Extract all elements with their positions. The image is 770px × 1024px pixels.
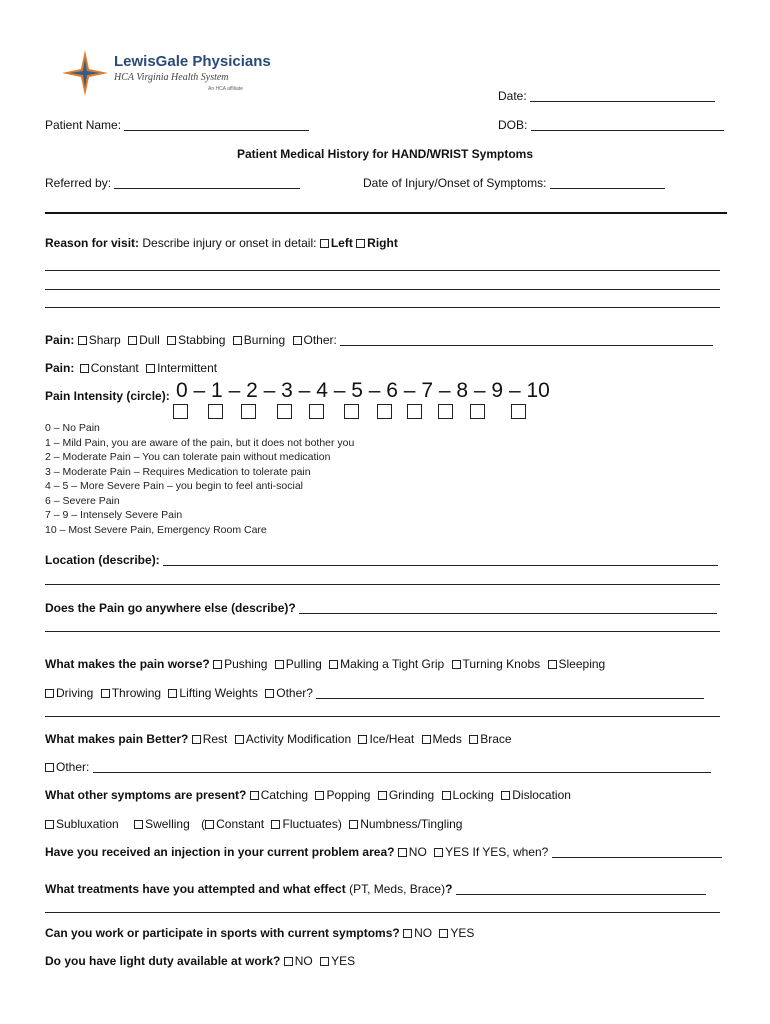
catching-checkbox[interactable] <box>250 791 259 800</box>
date-field[interactable] <box>498 89 715 103</box>
work-no-label: NO <box>414 926 433 940</box>
pain-number-7: 7 <box>421 379 434 402</box>
rest-label: Rest <box>202 732 228 746</box>
better-label: What makes pain Better? <box>45 732 189 746</box>
radiate-line-2[interactable] <box>45 631 720 632</box>
constant-label: Constant <box>90 361 139 375</box>
pain-box-9[interactable] <box>470 404 485 419</box>
pain-number-2: 2 <box>246 379 258 402</box>
injury-date-label: Date of Injury/Onset of Symptoms: <box>363 176 547 190</box>
pain-number-4: 4 <box>316 379 328 402</box>
work-no-checkbox[interactable] <box>403 929 412 938</box>
logo-tagline: HCA Virginia Health System <box>114 72 229 83</box>
treatments-paren: (PT, Meds, Brace) <box>349 882 446 896</box>
date-label: Date: <box>498 89 527 103</box>
pain-box-2[interactable] <box>241 404 256 419</box>
pulling-checkbox[interactable] <box>275 660 284 669</box>
work-yes-label: YES <box>450 926 475 940</box>
turning-knobs-checkbox[interactable] <box>452 660 461 669</box>
subluxation-label: Subluxation <box>56 817 119 831</box>
sharp-label: Sharp <box>88 333 121 347</box>
location-line-2[interactable] <box>45 584 720 585</box>
left-checkbox[interactable] <box>320 239 329 248</box>
reason-row <box>45 236 398 250</box>
worse-other-checkbox[interactable] <box>265 689 274 698</box>
symptoms-row-2 <box>45 817 462 831</box>
logo <box>60 48 300 100</box>
pain-number-9: 9 <box>491 379 504 402</box>
reason-line-1[interactable] <box>45 270 720 271</box>
symptoms-row-1 <box>45 788 571 802</box>
injury-date-blank[interactable] <box>550 177 665 189</box>
lifting-weights-label: Lifting Weights <box>179 686 258 700</box>
intermittent-checkbox[interactable] <box>146 364 155 373</box>
better-other-checkbox[interactable] <box>45 763 54 772</box>
pain-pattern-row <box>45 361 217 375</box>
injury-date-field[interactable] <box>363 176 665 190</box>
pushing-label: Pushing <box>224 657 268 671</box>
worse-row-2 <box>45 686 704 700</box>
pain-box-5[interactable] <box>344 404 359 419</box>
pain-pattern-label: Pain: <box>45 361 75 375</box>
throwing-label: Throwing <box>111 686 162 700</box>
treatments-line-2[interactable] <box>45 912 720 913</box>
reason-label: Reason for visit: <box>45 236 140 250</box>
better-other-blank[interactable] <box>93 761 711 773</box>
radiate-blank[interactable] <box>299 602 717 614</box>
dob-field[interactable] <box>498 118 724 132</box>
treatments-label: What treatments have you attempted and what effect <box>45 882 346 896</box>
light-duty-yes-checkbox[interactable] <box>320 957 329 966</box>
injection-when-blank[interactable] <box>552 846 722 858</box>
sleeping-label: Sleeping <box>558 657 606 671</box>
location-blank[interactable] <box>163 554 718 566</box>
work-label: Can you work or participate in sports with current symptoms? <box>45 926 400 940</box>
logo-name: LewisGale Physicians <box>114 53 271 70</box>
rest-checkbox[interactable] <box>192 735 201 744</box>
lifting-weights-checkbox[interactable] <box>168 689 177 698</box>
sleeping-checkbox[interactable] <box>548 660 557 669</box>
constant-checkbox[interactable] <box>80 364 89 373</box>
reason-text: Describe injury or onset in detail: <box>142 236 317 250</box>
pain-scale-5: 6 – Severe Pain <box>45 494 120 507</box>
pain-number-8: 8 <box>456 379 469 402</box>
better-other-label: Other: <box>56 760 90 774</box>
logo-subtag: An HCA affiliate <box>208 86 243 92</box>
radiate-field[interactable] <box>45 601 717 615</box>
dob-blank[interactable] <box>531 119 724 131</box>
pain-type-label: Pain: <box>45 333 75 347</box>
pain-number-5: 5 <box>351 379 363 402</box>
fluctuates-label: Fluctuates) <box>282 817 342 831</box>
pain-scale-7: 10 – Most Severe Pain, Emergency Room Care <box>45 523 267 536</box>
pain-box-3[interactable] <box>277 404 292 419</box>
brace-checkbox[interactable] <box>469 735 478 744</box>
reason-line-2[interactable] <box>45 289 720 290</box>
dislocation-checkbox[interactable] <box>501 791 510 800</box>
form-title: Patient Medical History for HAND/WRIST Symptoms <box>236 147 534 161</box>
pain-scale-1: 1 – Mild Pain, you are aware of the pain, but it does not bother you <box>45 436 355 449</box>
stabbing-label: Stabbing <box>178 333 226 347</box>
pain-scale-3: 3 – Moderate Pain – Requires Medication to tolerate pain <box>45 465 311 478</box>
locking-checkbox[interactable] <box>442 791 451 800</box>
work-yes-checkbox[interactable] <box>439 929 448 938</box>
meds-checkbox[interactable] <box>422 735 431 744</box>
location-label: Location (describe): <box>45 553 160 567</box>
left-label: Left <box>330 236 353 250</box>
pulling-label: Pulling <box>285 657 322 671</box>
location-field[interactable] <box>45 553 718 567</box>
catching-label: Catching <box>260 788 309 802</box>
sharp-checkbox[interactable] <box>78 336 87 345</box>
pain-number-0: 0 <box>176 379 188 402</box>
popping-label: Popping <box>326 788 371 802</box>
subluxation-checkbox[interactable] <box>45 820 54 829</box>
injection-no-checkbox[interactable] <box>398 848 407 857</box>
pain-box-7[interactable] <box>407 404 422 419</box>
referred-blank[interactable] <box>114 177 300 189</box>
worse-row-1 <box>45 657 605 671</box>
reason-line-3[interactable] <box>45 307 720 308</box>
pain-number-1: 1 <box>211 379 223 402</box>
pushing-checkbox[interactable] <box>213 660 222 669</box>
pain-box-6[interactable] <box>377 404 392 419</box>
referred-field[interactable] <box>45 176 300 190</box>
grinding-checkbox[interactable] <box>378 791 387 800</box>
tight-grip-label: Making a Tight Grip <box>340 657 445 671</box>
grinding-label: Grinding <box>388 788 435 802</box>
numbness-label: Numbness/Tingling <box>360 817 463 831</box>
dull-label: Dull <box>139 333 160 347</box>
worse-other-blank[interactable] <box>316 687 704 699</box>
pain-scale-2: 2 – Moderate Pain – You can tolerate pain without medication <box>45 451 331 463</box>
worse-label: What makes the pain worse? <box>45 657 210 671</box>
swelling-label: Swelling <box>145 817 190 831</box>
dob-label: DOB: <box>498 118 528 132</box>
radiate-label: Does the Pain go anywhere else (describe)? <box>45 601 296 615</box>
stabbing-checkbox[interactable] <box>167 336 176 345</box>
header-divider <box>45 212 727 214</box>
referred-label: Referred by: <box>45 176 112 190</box>
pain-box-8[interactable] <box>438 404 453 419</box>
treatments-suffix: ? <box>445 882 453 896</box>
fluctuates-checkbox[interactable] <box>271 820 280 829</box>
swelling-constant-checkbox[interactable] <box>205 820 214 829</box>
other-pain-blank[interactable] <box>340 334 713 346</box>
pain-box-0[interactable] <box>173 404 188 419</box>
injection-no-label: NO <box>408 845 427 859</box>
light-duty-label: Do you have light duty available at work? <box>45 954 281 968</box>
pain-type-row <box>45 333 713 347</box>
other-pain-checkbox[interactable] <box>293 336 302 345</box>
ice-heat-checkbox[interactable] <box>358 735 367 744</box>
patient-name-blank[interactable] <box>124 119 309 131</box>
light-duty-no-checkbox[interactable] <box>284 957 293 966</box>
driving-label: Driving <box>56 686 94 700</box>
pain-scale-4: 4 – 5 – More Severe Pain – you begin to feel anti-social <box>45 480 303 492</box>
pain-scale-legend <box>45 421 354 537</box>
other-pain-label: Other: <box>303 333 337 347</box>
patient-name-label: Patient Name: <box>45 118 122 132</box>
pain-intensity-label: Pain Intensity (circle): <box>45 389 170 403</box>
swelling-constant-label: Constant <box>216 817 265 831</box>
worse-other-label: Other? <box>276 686 313 700</box>
pain-scale-6: 7 – 9 – Intensely Severe Pain <box>45 509 183 521</box>
pain-box-1[interactable] <box>208 404 223 419</box>
pain-box-4[interactable] <box>309 404 324 419</box>
worse-line-2[interactable] <box>45 716 720 717</box>
injection-row <box>45 845 722 859</box>
right-checkbox[interactable] <box>356 239 365 248</box>
right-label: Right <box>367 236 398 250</box>
pain-scale-0: 0 – No Pain <box>45 422 100 434</box>
turning-knobs-label: Turning Knobs <box>462 657 541 671</box>
symptoms-label: What other symptoms are present? <box>45 788 247 802</box>
activity-mod-label: Activity Modification <box>245 732 352 746</box>
throwing-checkbox[interactable] <box>101 689 110 698</box>
better-other-field[interactable] <box>45 760 711 774</box>
work-row <box>45 926 474 940</box>
brace-label: Brace <box>480 732 512 746</box>
activity-mod-checkbox[interactable] <box>235 735 244 744</box>
light-duty-yes-label: YES <box>331 954 356 968</box>
injection-label: Have you received an injection in your current problem area? <box>45 845 395 859</box>
driving-checkbox[interactable] <box>45 689 54 698</box>
swelling-checkbox[interactable] <box>134 820 143 829</box>
pain-intensity-numbers: 0 – 1 – 2 – 3 – 4 – 5 – 6 – 7 – 8 – 9 – 10 <box>176 379 550 402</box>
better-row <box>45 732 512 746</box>
paren-open: ( <box>201 817 206 831</box>
treatments-blank[interactable] <box>456 883 706 895</box>
numbness-checkbox[interactable] <box>349 820 358 829</box>
light-duty-row <box>45 954 355 968</box>
dull-checkbox[interactable] <box>128 336 137 345</box>
treatments-field[interactable] <box>45 882 706 896</box>
pain-number-10: 10 <box>526 379 550 402</box>
pain-box-10[interactable] <box>511 404 526 419</box>
tight-grip-checkbox[interactable] <box>329 660 338 669</box>
burning-checkbox[interactable] <box>233 336 242 345</box>
burning-label: Burning <box>243 333 286 347</box>
star-logo-icon <box>60 48 110 98</box>
pain-number-6: 6 <box>386 379 398 402</box>
patient-name-field[interactable] <box>45 118 309 132</box>
ice-heat-label: Ice/Heat <box>369 732 415 746</box>
dislocation-label: Dislocation <box>512 788 571 802</box>
pain-number-3: 3 <box>281 379 293 402</box>
injection-yes-label: YES If YES, when? <box>445 845 549 859</box>
meds-label: Meds <box>432 732 462 746</box>
date-blank[interactable] <box>530 90 715 102</box>
intermittent-label: Intermittent <box>157 361 218 375</box>
light-duty-no-label: NO <box>294 954 313 968</box>
popping-checkbox[interactable] <box>315 791 324 800</box>
locking-label: Locking <box>452 788 494 802</box>
injection-yes-checkbox[interactable] <box>434 848 443 857</box>
